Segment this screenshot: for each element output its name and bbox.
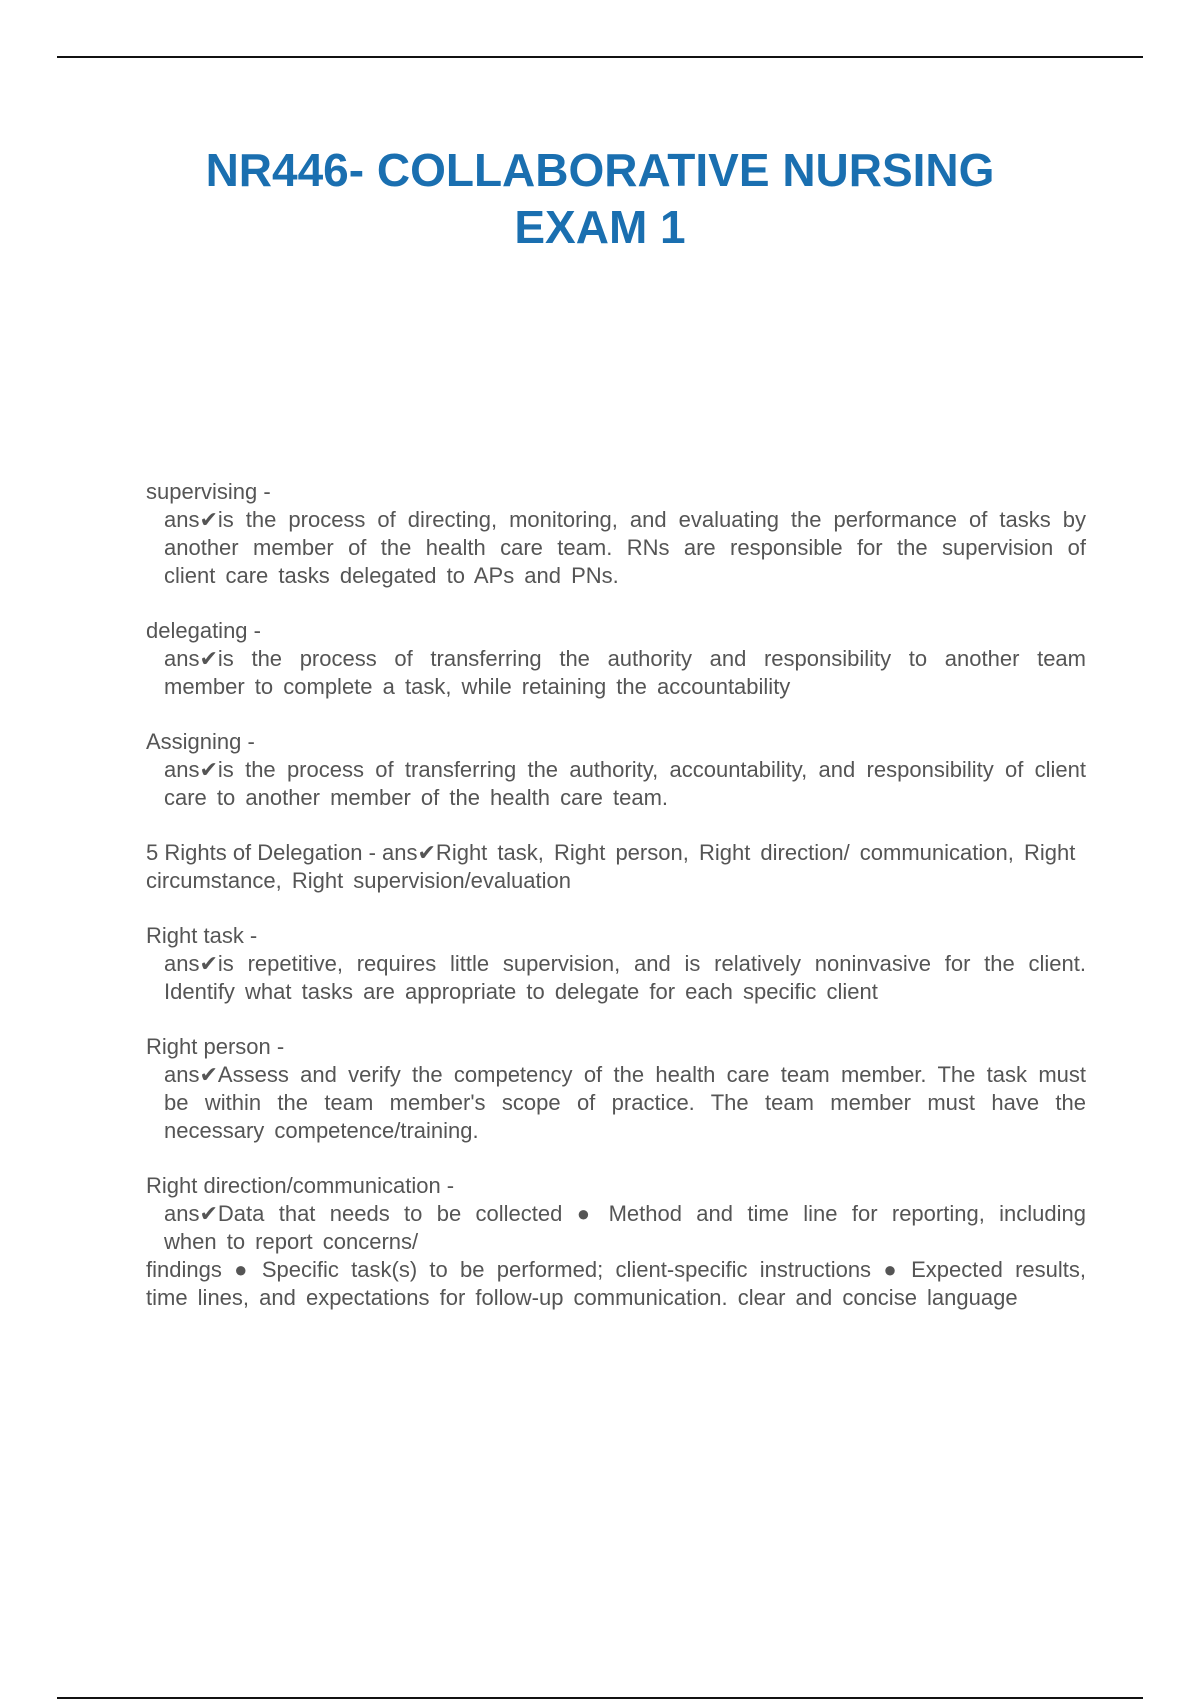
entry-answer: ans✔Assess and verify the competency of the health care team member. The task must be within the team member's scope of practice. The team member must have the necessary competence/training. [164, 1062, 1086, 1143]
entry-answer: ans✔Data that needs to be collected ● Method and time line for reporting, including when to report concerns/ [164, 1201, 1086, 1254]
entry-assigning [146, 728, 1086, 812]
entry-answer: ans✔Right task, Right person, Right direction/ communication, Right circumstance, Right supervision/evaluation [146, 840, 1076, 893]
entry-term: Assigning - [146, 729, 255, 754]
entry-delegating [146, 617, 1086, 701]
title-line-2: EXAM 1 [514, 201, 686, 253]
entry-term: 5 Rights of Delegation - [146, 840, 376, 865]
entry-answer: ans✔is the process of transferring the authority, accountability, and responsibility of client care to another member of the health care team. [164, 757, 1086, 810]
entry-right-task [146, 922, 1086, 1006]
entry-answer-continued: findings ● Specific task(s) to be performed; client-specific instructions ● Expected results, time lines, and expectations for follow-up communication. clear and concise language [146, 1257, 1086, 1310]
entry-answer: ans✔is repetitive, requires little supervision, and is relatively noninvasive for the client. Identify what tasks are appropriate to delegate for each specific client [164, 951, 1086, 1004]
entry-term: Right person - [146, 1034, 285, 1059]
entry-answer: ans✔is the process of transferring the authority and responsibility to another team member to complete a task, while retaining the accountability [164, 646, 1086, 699]
footer-rule [57, 1697, 1143, 1699]
title-line-1: NR446- COLLABORATIVE NURSING [205, 144, 995, 196]
entry-supervising [146, 478, 1086, 590]
header-rule [57, 56, 1143, 58]
entry-5-rights-of-delegation [146, 839, 1086, 895]
entry-term: delegating - [146, 618, 261, 643]
entry-right-person [146, 1033, 1086, 1145]
entry-term: Right task - [146, 923, 258, 948]
entry-right-direction-communication [146, 1172, 1086, 1312]
flashcard-list [146, 478, 1086, 1339]
entry-term: supervising - [146, 479, 271, 504]
document-title [100, 142, 1100, 256]
entry-term: Right direction/communication - [146, 1173, 455, 1198]
entry-answer: ans✔is the process of directing, monitoring, and evaluating the performance of tasks by another member of the health care team. RNs are responsible for the supervision of client care tasks delegated to APs and PNs. [164, 507, 1086, 588]
